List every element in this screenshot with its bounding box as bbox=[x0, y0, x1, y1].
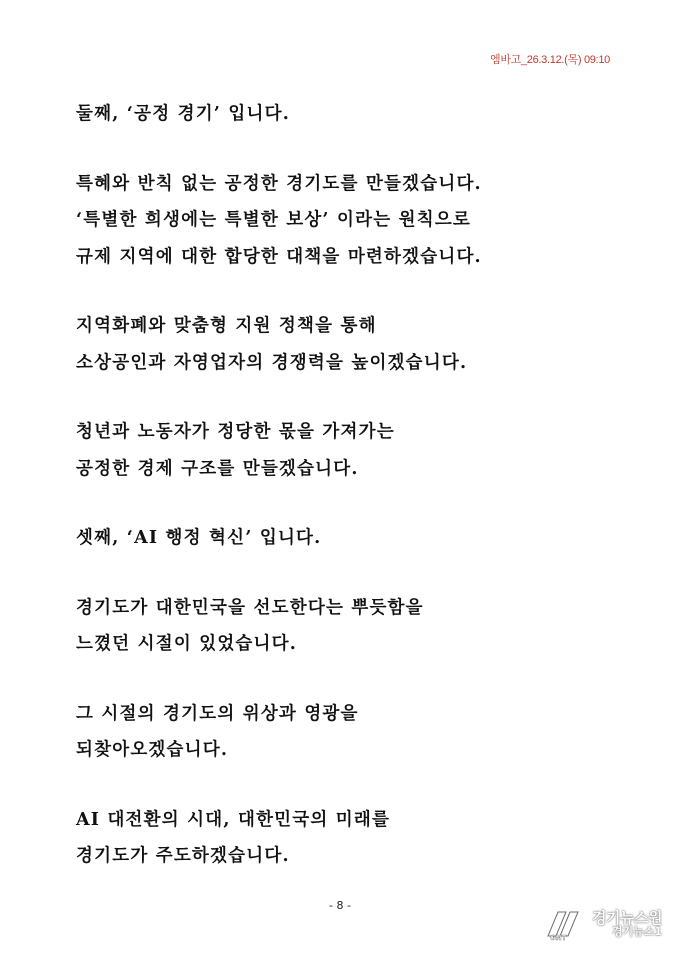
paragraph-line: 청년과 노동자가 정당한 몫을 가져가는 bbox=[76, 422, 395, 442]
heading-line: 셋째, ‘AI 행정 혁신’ 입니다. bbox=[76, 528, 322, 548]
paragraph-line: 특혜와 반칙 없는 공정한 경기도를 만들겠습니다. bbox=[76, 173, 482, 194]
paragraph-line: 그 시절의 경기도의 위상과 영광을 bbox=[76, 703, 359, 724]
section-leading-pride bbox=[76, 590, 636, 663]
section-third-heading bbox=[76, 520, 636, 557]
paragraph-line: ‘특별한 희생에는 특별한 보상’ 이라는 원칙으로 bbox=[76, 210, 472, 230]
paragraph-line: 지역화폐와 맞춤형 지원 정책을 통해 bbox=[76, 316, 377, 336]
svg-text:GNT: GNT bbox=[550, 934, 567, 942]
section-fair-gyeonggi bbox=[76, 166, 636, 276]
page-number: - 8 - bbox=[329, 899, 351, 912]
document-body bbox=[76, 96, 636, 875]
heading-line: 둘째, ‘공정 경기’ 입니다. bbox=[76, 104, 290, 124]
section-ai-transition bbox=[76, 802, 636, 875]
paragraph-line: 소상공인과 자영업자의 경쟁력을 높이겠습니다. bbox=[76, 352, 468, 373]
embargo-stamp: 엠바고_26.3.12.(목) 09:10 bbox=[490, 54, 610, 66]
section-fair-economy bbox=[76, 414, 636, 487]
watermark bbox=[544, 906, 662, 942]
section-restore-glory bbox=[76, 696, 636, 769]
paragraph-line: 경기도가 대한민국을 선도한다는 뿌듯함을 bbox=[76, 597, 424, 618]
paragraph-line: AI 대전환의 시대, 대한민국의 미래를 bbox=[76, 809, 391, 830]
paragraph-line: 되찾아오겠습니다. bbox=[76, 740, 229, 760]
section-second-heading bbox=[76, 96, 636, 133]
paragraph-line: 경기도가 주도하겠습니다. bbox=[76, 846, 290, 866]
paragraph-line: 느꼈던 시절이 있었습니다. bbox=[76, 634, 298, 654]
gnt-logo-icon bbox=[544, 906, 588, 942]
watermark-title: 경기뉴스원 bbox=[592, 908, 662, 927]
paragraph-line: 공정한 경제 구조를 만들겠습니다. bbox=[76, 458, 359, 479]
section-local-currency bbox=[76, 308, 636, 381]
paragraph-line: 규제 지역에 대한 합당한 대책을 마련하겠습니다. bbox=[76, 246, 482, 267]
watermark-subtitle: 경기뉴스1 bbox=[611, 925, 662, 939]
